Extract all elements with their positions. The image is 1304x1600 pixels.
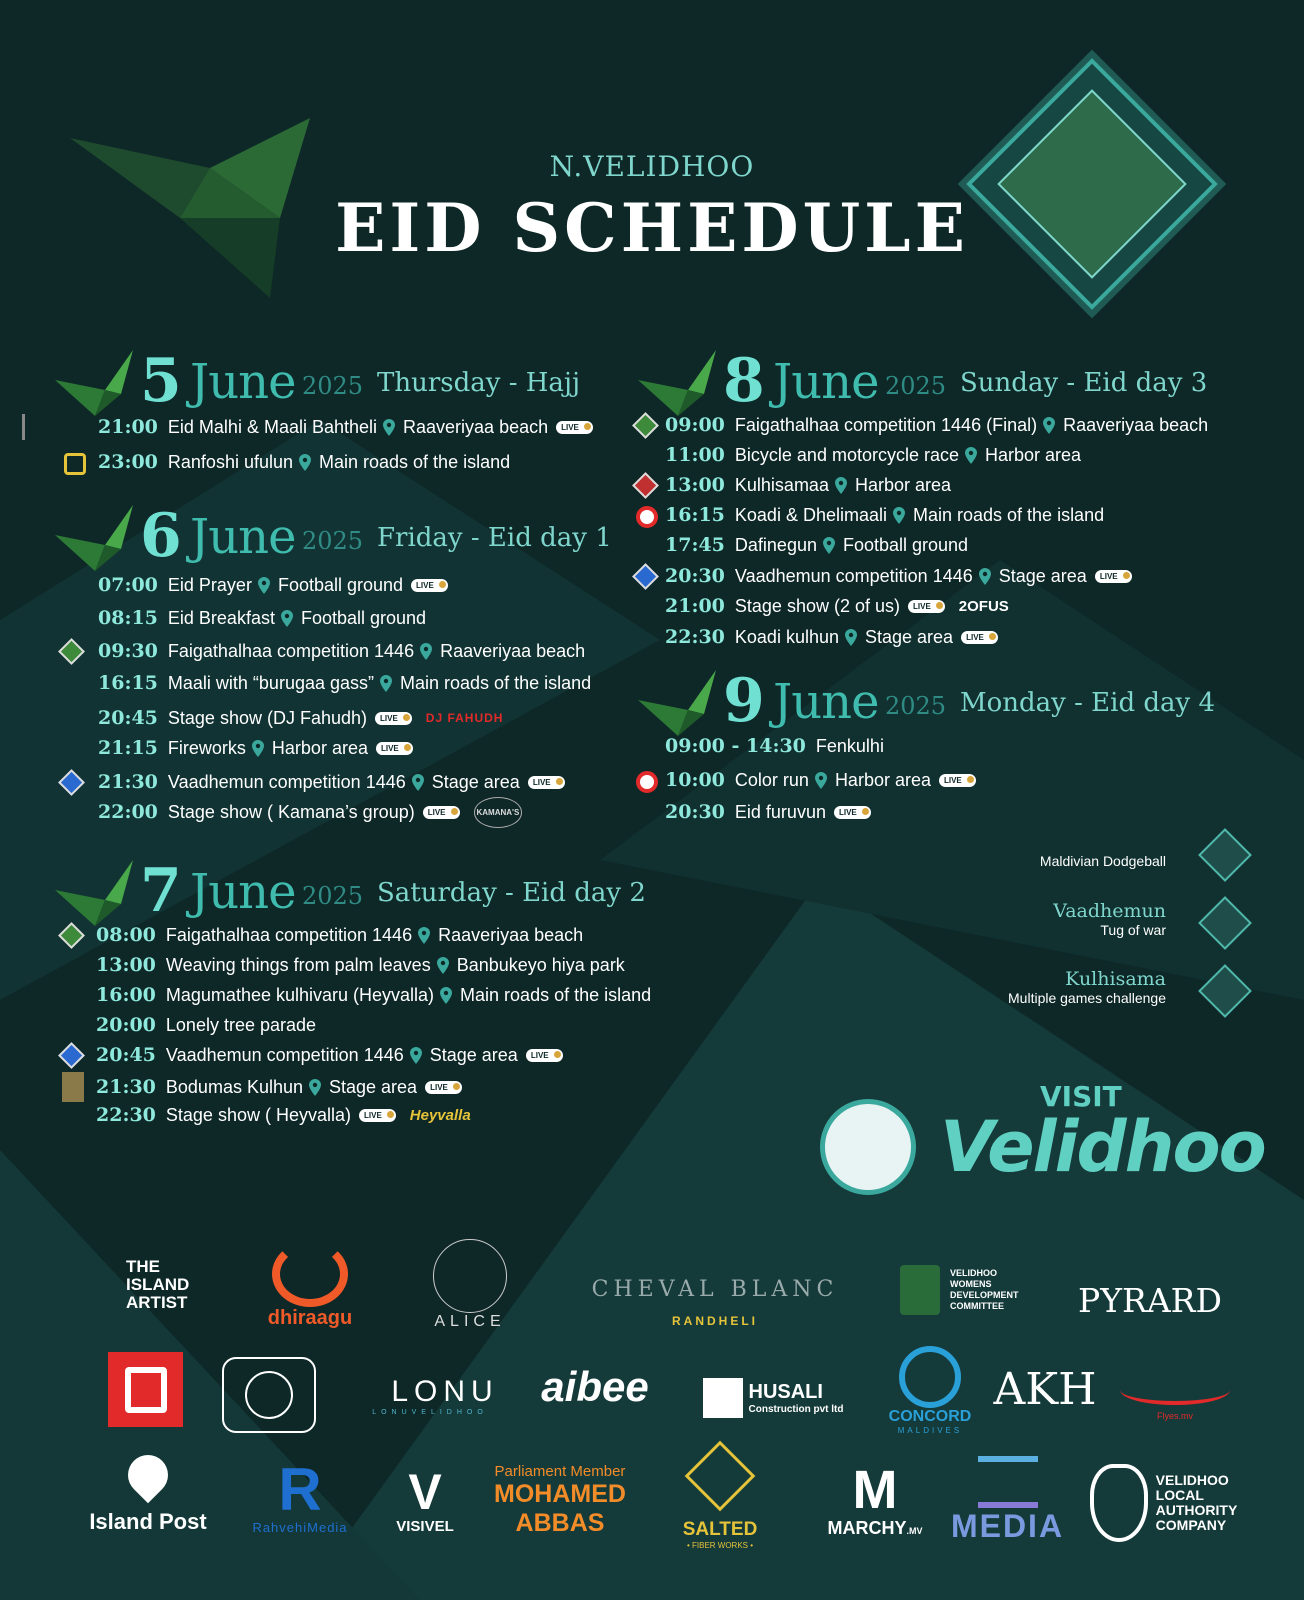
event-name: Ranfoshi ufulun bbox=[167, 451, 293, 472]
live-badge: LIVE bbox=[411, 579, 448, 592]
sponsor-island-post bbox=[88, 1450, 208, 1540]
alice-text: ALICE bbox=[434, 1313, 506, 1330]
aibee-text: aibee bbox=[541, 1363, 649, 1410]
event-row bbox=[98, 449, 510, 475]
event-location: Raaveriyaa beach bbox=[403, 416, 549, 437]
page-title: EID SCHEDULE bbox=[335, 189, 969, 267]
event-row bbox=[98, 735, 413, 761]
location-pin-icon bbox=[281, 610, 293, 627]
event-row bbox=[665, 767, 976, 793]
live-badge: LIVE bbox=[423, 806, 460, 819]
day-number: 6 bbox=[140, 501, 182, 571]
location-pin-icon bbox=[258, 577, 270, 594]
bodumas-icon bbox=[62, 1072, 84, 1102]
day-label: Thursday - Hajj bbox=[377, 368, 581, 398]
day-number: 5 bbox=[140, 346, 182, 416]
paper-bird-icon bbox=[55, 350, 135, 416]
location-pin-icon bbox=[815, 772, 827, 789]
event-name: Color run bbox=[734, 769, 809, 790]
sponsor-mp bbox=[480, 1455, 640, 1545]
day-year: 2025 bbox=[885, 372, 947, 400]
sponsor-visivel bbox=[385, 1460, 465, 1540]
event-time: 22:30 bbox=[665, 626, 725, 648]
event-time: 20:30 bbox=[665, 801, 725, 823]
event-name: Weaving things from palm leaves bbox=[165, 954, 431, 975]
visit-brand: Velidhoo bbox=[940, 1106, 1265, 1188]
hex-logo-icon bbox=[64, 453, 86, 475]
husali-text: HUSALI bbox=[748, 1380, 823, 1403]
cheval-text: CHEVAL BLANC bbox=[591, 1276, 839, 1302]
event-location: Raaveriyaa beach bbox=[438, 924, 584, 945]
event-row bbox=[665, 624, 998, 650]
event-name: Faigathalhaa competition 1446 (Final) bbox=[734, 414, 1038, 435]
event-time: 22:30 bbox=[96, 1104, 156, 1126]
sponsor-cheval-blanc bbox=[580, 1230, 850, 1340]
event-name: Lonely tree parade bbox=[165, 1014, 317, 1035]
location-pin-icon bbox=[410, 1047, 422, 1064]
event-location: Harbor area bbox=[834, 769, 931, 790]
legend-kulhisama-sub: Multiple games challenge bbox=[1008, 990, 1166, 1006]
event-row bbox=[665, 563, 1132, 589]
event-location: Harbor area bbox=[854, 474, 952, 495]
event-row bbox=[96, 1042, 563, 1068]
flyes-text: Flyes.mv bbox=[1157, 1411, 1193, 1421]
event-row bbox=[665, 412, 1208, 438]
location-pin-icon bbox=[835, 477, 847, 494]
event-row bbox=[98, 605, 426, 631]
event-time: 20:45 bbox=[96, 1044, 156, 1066]
salted-text: SALTED bbox=[682, 1518, 758, 1540]
location-pin-icon bbox=[120, 1447, 177, 1504]
event-time: 21:15 bbox=[98, 737, 158, 759]
event-name: Stage show (2 of us) bbox=[734, 595, 900, 616]
event-name: Faigathalhaa competition 1446 bbox=[165, 924, 413, 945]
event-name: Maali with “burugaa gass” bbox=[167, 672, 375, 693]
event-time: 17:45 bbox=[665, 534, 725, 556]
akh-text: AKH bbox=[993, 1364, 1097, 1415]
event-name: Koadi & Dhelimaali bbox=[734, 504, 887, 525]
randheli-text: RANDHELI bbox=[672, 1313, 758, 1328]
live-badge: LIVE bbox=[526, 1049, 563, 1062]
rahvehi-logo-icon: R bbox=[278, 1456, 322, 1523]
event-row bbox=[665, 593, 1009, 619]
event-time: 22:00 bbox=[98, 801, 158, 823]
vlac-logo-icon bbox=[1090, 1464, 1148, 1542]
paper-bird-icon bbox=[638, 350, 718, 416]
alice-logo-icon bbox=[433, 1239, 507, 1313]
marchy-text: MARCHY bbox=[827, 1517, 907, 1538]
event-name: Faigathalhaa competition 1446 bbox=[167, 640, 415, 661]
flyes-logo-icon bbox=[1120, 1375, 1230, 1405]
event-time: 09:00 bbox=[665, 414, 725, 436]
performer-logo: 2OFUS bbox=[958, 597, 1009, 615]
event-location: Raaveriyaa beach bbox=[1063, 414, 1209, 435]
event-row bbox=[98, 414, 593, 440]
event-time: 20:00 bbox=[96, 1014, 156, 1036]
performer-logo: DJ FAHUDH bbox=[425, 711, 504, 725]
live-badge: LIVE bbox=[908, 600, 945, 613]
event-name: Stage show ( Heyvalla) bbox=[165, 1104, 351, 1125]
event-row bbox=[98, 769, 565, 795]
sponsor-flyes bbox=[1110, 1368, 1240, 1428]
event-time: 09:00 - 14:30 bbox=[665, 735, 806, 757]
event-name: Bodumas Kulhun bbox=[165, 1076, 303, 1097]
sponsor-salted bbox=[665, 1450, 775, 1550]
event-name: Kulhisamaa bbox=[734, 474, 829, 495]
day-year: 2025 bbox=[302, 372, 364, 400]
wdc-text: VELIDHOO WOMENS DEVELOPMENT COMMITTEE bbox=[950, 1268, 1019, 1311]
salted-sub-text: • FIBER WORKS • bbox=[686, 1540, 754, 1550]
live-badge: LIVE bbox=[834, 806, 871, 819]
event-location: Stage area bbox=[429, 1044, 518, 1065]
location-pin-icon bbox=[440, 987, 452, 1004]
dhiraagu-logo-icon bbox=[272, 1241, 348, 1307]
sponsor-red-logo bbox=[108, 1352, 183, 1427]
live-badge: LIVE bbox=[528, 776, 565, 789]
location-pin-icon bbox=[823, 537, 835, 554]
day-year: 2025 bbox=[885, 692, 947, 720]
day-month: June bbox=[190, 864, 296, 920]
media-text: MEDIA bbox=[950, 1507, 1065, 1544]
event-name: Vaadhemun competition 1446 bbox=[167, 771, 406, 792]
event-time: 11:00 bbox=[665, 444, 725, 466]
visit-label: VISIT bbox=[1040, 1080, 1122, 1113]
event-row bbox=[665, 733, 884, 759]
location-pin-icon bbox=[845, 629, 857, 646]
event-row bbox=[665, 799, 871, 825]
location-pin-icon bbox=[412, 774, 424, 791]
event-time: 20:45 bbox=[98, 707, 158, 729]
day-month: June bbox=[190, 354, 296, 410]
live-badge: LIVE bbox=[556, 421, 593, 434]
event-time: 16:15 bbox=[665, 504, 725, 526]
event-location: Stage area bbox=[865, 626, 954, 647]
event-name: Eid Malhi & Maali Bahtheli bbox=[167, 416, 378, 437]
live-badge: LIVE bbox=[375, 712, 412, 725]
event-location: Harbor area bbox=[985, 444, 1082, 465]
visivel-logo-icon: V bbox=[408, 1463, 442, 1520]
event-name: Fenkulhi bbox=[815, 735, 884, 756]
location-pin-icon bbox=[1043, 417, 1055, 434]
event-time: 23:00 bbox=[98, 451, 158, 473]
event-row bbox=[665, 532, 968, 558]
event-time: 20:30 bbox=[665, 565, 725, 587]
flower-icon bbox=[636, 771, 658, 793]
event-name: Stage show ( Kamana’s group) bbox=[167, 801, 415, 822]
day-month: June bbox=[773, 674, 879, 730]
event-location: Football ground bbox=[842, 534, 969, 555]
day-label: Sunday - Eid day 3 bbox=[960, 368, 1208, 398]
live-badge: LIVE bbox=[939, 774, 976, 787]
event-name: Magumathee kulhivaru (Heyvalla) bbox=[165, 984, 435, 1005]
concord-logo-icon bbox=[899, 1346, 961, 1408]
event-name: Vaadhemun competition 1446 bbox=[165, 1044, 404, 1065]
event-name: Stage show (DJ Fahudh) bbox=[167, 707, 368, 728]
event-location: Stage area bbox=[431, 771, 520, 792]
sponsor-aibee bbox=[530, 1352, 660, 1422]
event-row bbox=[98, 799, 522, 825]
event-row bbox=[665, 442, 1081, 468]
event-name: Koadi kulhun bbox=[734, 626, 839, 647]
event-time: 08:00 bbox=[96, 924, 156, 946]
sponsor-lonu bbox=[350, 1360, 510, 1430]
event-location: Football ground bbox=[300, 607, 427, 628]
day-year: 2025 bbox=[302, 882, 364, 910]
event-time: 10:00 bbox=[665, 769, 725, 791]
sponsor-dhiraagu bbox=[250, 1235, 370, 1335]
location-pin-icon bbox=[893, 507, 905, 524]
event-time: 21:00 bbox=[98, 416, 158, 438]
day-number: 8 bbox=[723, 346, 765, 416]
event-row bbox=[665, 472, 951, 498]
event-name: Fireworks bbox=[167, 737, 246, 758]
sponsor-wdc bbox=[890, 1260, 1050, 1320]
sponsor-vlac bbox=[1090, 1458, 1250, 1548]
red-logo-icon bbox=[125, 1367, 167, 1413]
event-row bbox=[96, 922, 583, 948]
legend-dodgeball bbox=[1040, 853, 1166, 869]
event-time: 13:00 bbox=[665, 474, 725, 496]
sponsor-marchy bbox=[820, 1455, 930, 1545]
location-pin-icon bbox=[252, 740, 264, 757]
sponsor-noonu-photo bbox=[222, 1357, 316, 1433]
event-row bbox=[98, 670, 591, 696]
sponsor-akh bbox=[993, 1362, 1097, 1417]
event-row bbox=[98, 572, 448, 598]
live-badge: LIVE bbox=[961, 631, 998, 644]
live-badge: LIVE bbox=[376, 742, 413, 755]
legend-vaadhemun-sub: Tug of war bbox=[1100, 922, 1166, 938]
event-location: Stage area bbox=[329, 1076, 418, 1097]
pm-name2: ABBAS bbox=[515, 1508, 605, 1537]
event-name: Vaadhemun competition 1446 bbox=[734, 565, 973, 586]
day-year: 2025 bbox=[302, 527, 364, 555]
media-logo-icon bbox=[978, 1456, 1038, 1508]
day-month: June bbox=[773, 354, 879, 410]
lonu-sub-text: LONUVELIDHOO bbox=[372, 1408, 488, 1416]
header-subtitle: N.VELIDHOO bbox=[549, 150, 755, 183]
legend-dodgeball-label: Maldivian Dodgeball bbox=[1039, 853, 1166, 869]
event-name: Bicycle and motorcycle race bbox=[734, 444, 959, 465]
flower-icon bbox=[636, 506, 658, 528]
day-label: Friday - Eid day 1 bbox=[377, 523, 612, 553]
dhiraagu-text: dhiraagu bbox=[267, 1306, 353, 1329]
sponsor-husali bbox=[693, 1375, 853, 1420]
husali-text-block bbox=[749, 1381, 844, 1415]
event-row bbox=[96, 952, 625, 978]
location-pin-icon bbox=[380, 675, 392, 692]
event-name: Eid Prayer bbox=[167, 574, 252, 595]
husali-sub-text: Construction pvt ltd bbox=[748, 1403, 844, 1415]
council-seal bbox=[820, 1099, 916, 1195]
legend-kulhisama bbox=[1008, 968, 1166, 1006]
paper-bird-icon bbox=[55, 860, 135, 926]
marchy-logo-icon: M bbox=[852, 1459, 898, 1520]
wdc-emblem-icon bbox=[900, 1265, 940, 1315]
event-name: Dafinegun bbox=[734, 534, 817, 555]
camera-icon bbox=[245, 1371, 293, 1419]
event-time: 16:15 bbox=[98, 672, 158, 694]
legend-vaadhemun bbox=[1053, 900, 1166, 938]
location-pin-icon bbox=[309, 1079, 321, 1096]
event-time: 21:30 bbox=[98, 771, 158, 793]
island-artist-text: THE ISLAND ARTIST bbox=[126, 1257, 190, 1312]
live-badge: LIVE bbox=[1095, 570, 1132, 583]
concord-text: CONCORD bbox=[888, 1407, 972, 1425]
event-location: Banbukeyo hiya park bbox=[456, 954, 625, 975]
sponsor-alice bbox=[420, 1235, 520, 1335]
event-location: Main roads of the island bbox=[460, 984, 652, 1005]
performer-logo: KAMANA'S bbox=[474, 797, 523, 828]
event-location: Raaveriyaa beach bbox=[440, 640, 586, 661]
husali-house-icon bbox=[703, 1378, 743, 1418]
event-row bbox=[96, 1012, 316, 1038]
rahvehi-text: RahvehiMedia bbox=[252, 1520, 348, 1535]
location-pin-icon bbox=[299, 454, 311, 471]
event-row bbox=[98, 705, 503, 731]
paper-bird-icon bbox=[638, 670, 718, 736]
live-badge: LIVE bbox=[359, 1109, 396, 1122]
event-name: Eid Breakfast bbox=[167, 607, 275, 628]
day-number: 7 bbox=[140, 856, 182, 926]
island-post-text: Island Post bbox=[89, 1509, 207, 1534]
event-row bbox=[96, 982, 651, 1008]
header bbox=[0, 150, 1304, 267]
live-badge: LIVE bbox=[425, 1081, 462, 1094]
event-location: Main roads of the island bbox=[319, 451, 511, 472]
marchy-text-block bbox=[827, 1518, 922, 1539]
event-location: Football ground bbox=[277, 574, 404, 595]
day-label: Saturday - Eid day 2 bbox=[377, 878, 646, 908]
legend-kulhisama-title: Kulhisama bbox=[1065, 968, 1166, 990]
event-time: 21:00 bbox=[665, 595, 725, 617]
sponsor-pyrard bbox=[1070, 1280, 1230, 1320]
event-row bbox=[96, 1102, 471, 1128]
pm-label: Parliament Member bbox=[494, 1462, 626, 1480]
concord-sub-text: MALDIVES bbox=[897, 1425, 963, 1435]
event-location: Stage area bbox=[998, 565, 1087, 586]
pm-name1: MOHAMED bbox=[494, 1479, 626, 1508]
pyrard-text: PYRARD bbox=[1078, 1280, 1222, 1320]
event-time: 13:00 bbox=[96, 954, 156, 976]
event-row bbox=[96, 1074, 462, 1100]
event-time: 09:30 bbox=[98, 640, 158, 662]
event-name: Eid furuvun bbox=[734, 801, 826, 822]
event-time: 21:30 bbox=[96, 1076, 156, 1098]
event-time: 07:00 bbox=[98, 574, 158, 596]
legend-vaadhemun-title: Vaadhemun bbox=[1053, 900, 1166, 922]
performer-logo: Heyvalla bbox=[409, 1106, 471, 1124]
marchy-sub-text: .MV bbox=[906, 1525, 923, 1536]
location-pin-icon bbox=[420, 643, 432, 660]
location-pin-icon bbox=[418, 927, 430, 944]
salted-logo-icon bbox=[685, 1440, 756, 1511]
location-pin-icon bbox=[979, 568, 991, 585]
day-number: 9 bbox=[723, 666, 765, 736]
event-location: Main roads of the island bbox=[912, 504, 1105, 525]
vlac-text: VELIDHOO LOCAL AUTHORITY COMPANY bbox=[1155, 1472, 1238, 1533]
day-month: June bbox=[190, 509, 296, 565]
sponsor-rahvehi-media bbox=[230, 1455, 370, 1540]
event-location: Main roads of the island bbox=[400, 672, 592, 693]
sponsor-media bbox=[940, 1455, 1075, 1545]
lonu-text: LONU bbox=[391, 1374, 499, 1408]
day-label: Monday - Eid day 4 bbox=[960, 688, 1216, 718]
location-pin-icon bbox=[965, 447, 977, 464]
location-pin-icon bbox=[437, 957, 449, 974]
sponsor-logo-icon bbox=[22, 414, 95, 440]
sponsor-concord bbox=[880, 1345, 980, 1435]
event-time: 08:15 bbox=[98, 607, 158, 629]
location-pin-icon bbox=[383, 419, 395, 436]
event-row bbox=[98, 638, 585, 664]
event-time: 16:00 bbox=[96, 984, 156, 1006]
sponsor-island-artist bbox=[88, 1255, 208, 1315]
event-location: Harbor area bbox=[271, 737, 368, 758]
paper-bird-icon bbox=[55, 505, 135, 571]
event-row bbox=[665, 502, 1104, 528]
visivel-text: VISIVEL bbox=[396, 1517, 454, 1535]
